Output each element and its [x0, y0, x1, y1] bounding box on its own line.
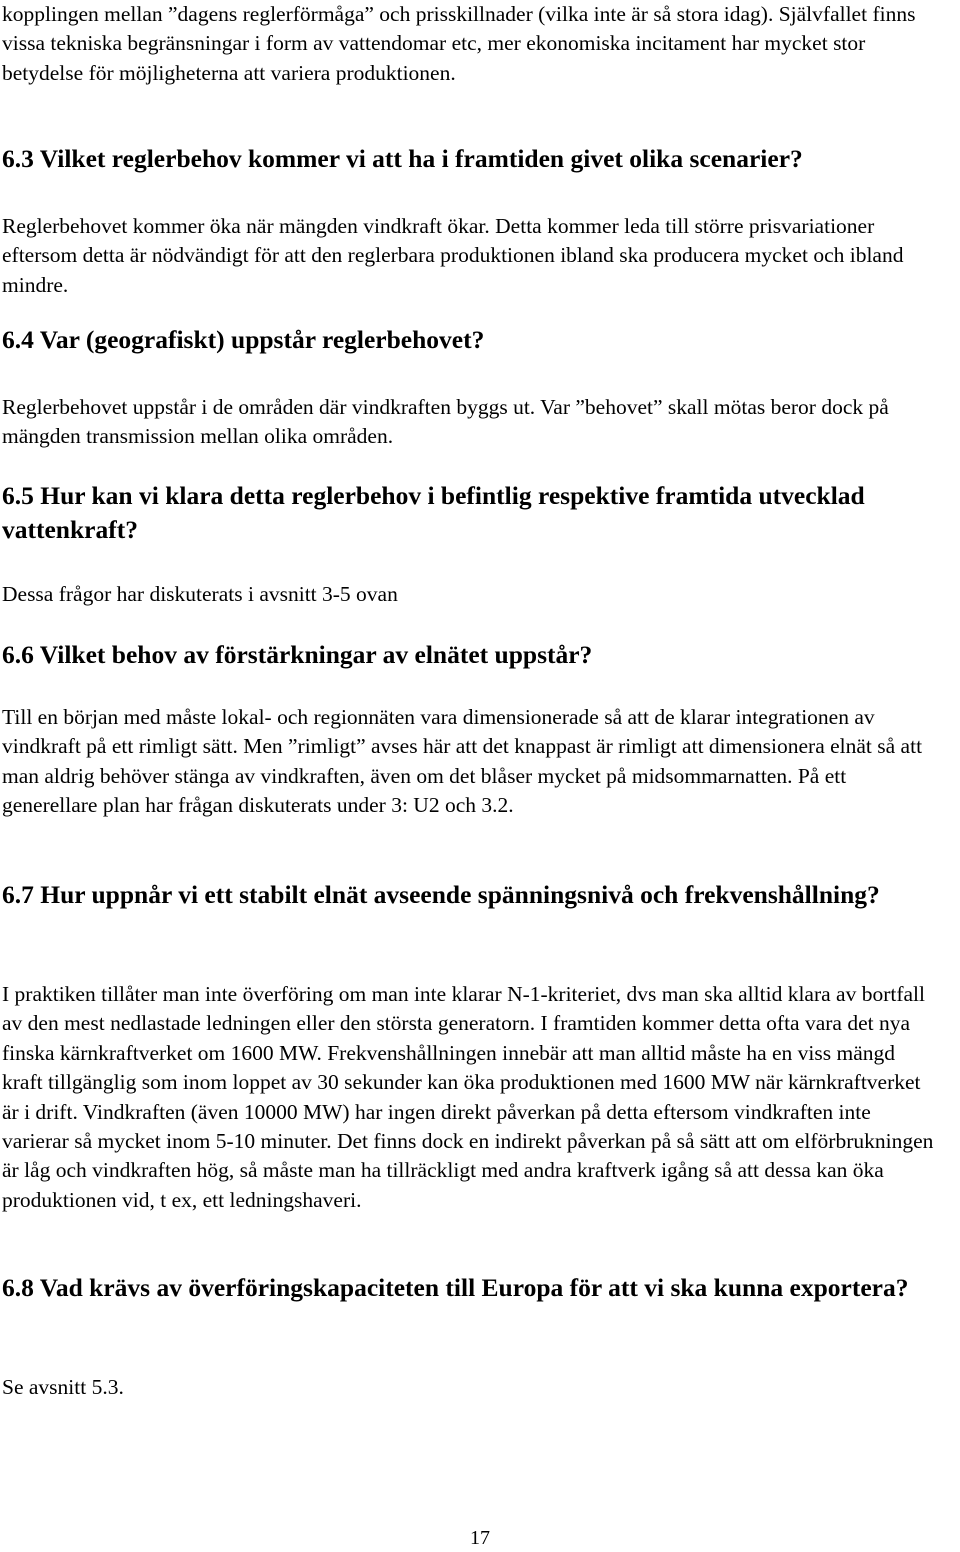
section-paragraph-6-8: Se avsnitt 5.3.: [2, 1375, 124, 1399]
section-heading-6-7: 6.7 Hur uppnår vi ett stabilt elnät avseende spänningsnivå och frekvenshållning?: [2, 880, 880, 909]
section-heading-6-8: 6.8 Vad krävs av överföringskapaciteten till Europa för att vi ska kunna exportera?: [2, 1273, 909, 1302]
section-heading-6-3: 6.3 Vilket reglerbehov kommer vi att ha i framtiden givet olika scenarier?: [2, 144, 803, 173]
section-paragraph-6-4: Reglerbehovet uppstår i de områden där vindkraften byggs ut. Var ”behovet” skall mötas beror dock på mängden transmission mellan olika områden.: [2, 395, 889, 449]
page-number: 17: [470, 1527, 490, 1549]
section-heading-6-6: 6.6 Vilket behov av förstärkningar av elnätet uppstår?: [2, 640, 593, 669]
section-paragraph-6-3: Reglerbehovet kommer öka när mängden vindkraft ökar. Detta kommer leda till större prisvariationer eftersom detta är nödvändigt för att den reglerbara produktionen ibland ska producera mycket och ibland mindre.: [2, 214, 904, 297]
section-paragraph-6-7: I praktiken tillåter man inte överföring om man inte klarar N-1-kriteriet, dvs man ska alltid klara av bortfall av den mest nedlastade ledningen eller den största generatorn. I framtiden kommer detta ofta vara det nya finska kärnkraftverket om 1600 MW. Frekvenshållningen innebär att man alltid måste ha en viss mängd kraft tillgänglig som inom loppet av 30 sekunder kan öka produktionen med 1600 MW när kärnkraftverket är i drift. Vindkraften (även 10000 MW) har ingen direkt påverkan på detta eftersom vindkraften inte varierar så mycket inom 5-10 minuter. Det finns dock en indirekt påverkan på så sätt att om elförbrukningen är låg och vindkraften hög, så måste man ha tillräckligt med andra kraftverk igång så att dessa kan öka produktionen vid, t ex, ett ledningshaveri.: [2, 982, 934, 1212]
section-paragraph-6-6: Till en början med måste lokal- och regionnäten vara dimensionerade så att de klarar integrationen av vindkraft på ett rimligt sätt. Men ”rimligt” avses här att det knappast är rimligt att dimensionera elnät så att man aldrig behöver stänga av vindkraften, även om det blåser mycket på midsommarnatten. På ett generellare plan har frågan diskuterats under 3: U2 och 3.2.: [2, 705, 923, 818]
intro-paragraph: kopplingen mellan ”dagens reglerförmåga” och prisskillnader (vilka inte är så stora idag). Självfallet finns vissa tekniska begränsningar i form av vattendomar etc, mer ekonomiska incitament har mycket stor betydelse för möjligheterna att variera produktionen.: [2, 2, 916, 85]
section-paragraph-6-5: Dessa frågor har diskuterats i avsnitt 3-5 ovan: [2, 582, 398, 606]
section-heading-6-5: 6.5 Hur kan vi klara detta reglerbehov i befintlig respektive framtida utvecklad vattenkraft?: [2, 481, 865, 544]
section-heading-6-4: 6.4 Var (geografiskt) uppstår reglerbehovet?: [2, 325, 485, 354]
